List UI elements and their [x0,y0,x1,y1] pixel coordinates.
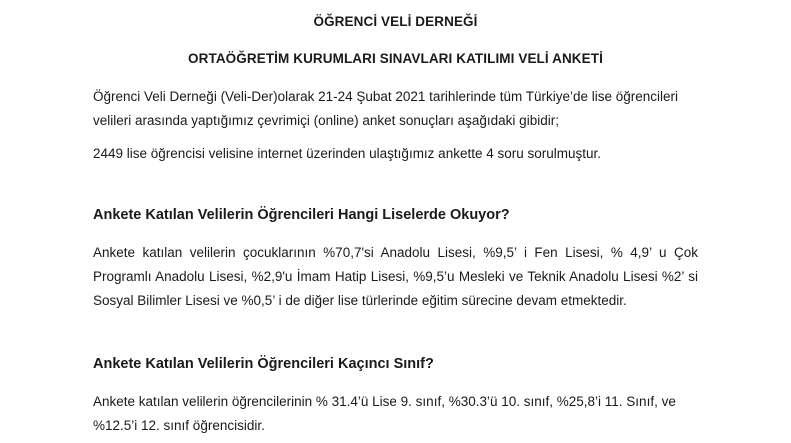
survey-title: ORTAÖĞRETİM KURUMLARI SINAVLARI KATILIMI VELİ ANKETİ [188,51,603,66]
participants-paragraph: 2449 lise öğrencisi velisine internet üzerinden ulaştığımız ankette 4 soru sorulmuştur. [93,146,602,161]
intro-paragraph: Öğrenci Veli Derneği (Veli-Der)olarak 21-24 Şubat 2021 tarihlerinde tüm Türkiye’de lise öğrencileri velileri arasında yaptığımız çevrimiçi (online) anket sonuçları aşağıdaki gibidir; [93,89,679,128]
organization-title: ÖĞRENCİ VELİ DERNEĞİ [313,14,478,29]
section-heading-school-types: Ankete Katılan Velilerin Öğrencileri Hangi Liselerde Okuyor? [93,207,510,223]
section-body-grade-levels: Ankete katılan velilerin öğrencilerinin % 31.4’ü Lise 9. sınıf, %30.3’ü 10. sınıf, %25,8’i 11. Sınıf, ve %12.5’i 12. sınıf öğrencisidir. [93,394,676,433]
section-body-school-types: Ankete katılan velilerin çocuklarının %70,7'si Anadolu Lisesi, %9,5’ i Fen Lisesi, % 4,9’ u Çok Programlı Anadolu Lisesi, %2,9'u İmam Hatip Lisesi, %9,5’u Mesleki ve Teknik Anadolu Lisesi %2’ si Sosyal Bilimler Lisesi ve %0,5’ i de diğer lise türlerinde eğitim sürecine devam etmektedir. [93,245,698,308]
section-heading-grade-levels: Ankete Katılan Velilerin Öğrencileri Kaçıncı Sınıf? [93,356,434,372]
